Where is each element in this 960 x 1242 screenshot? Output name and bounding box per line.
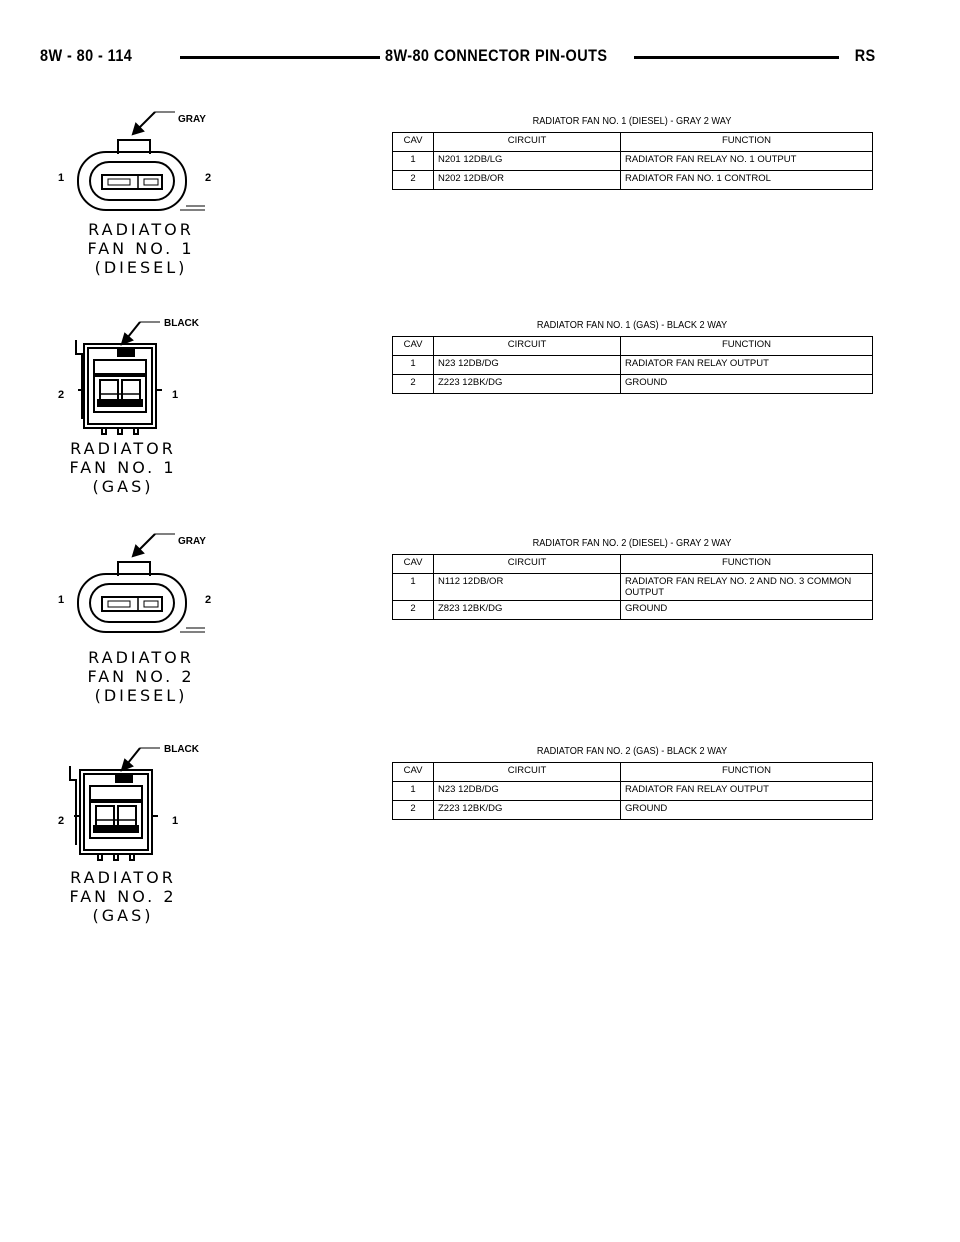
cell-circuit: N112 12DB/OR xyxy=(434,574,621,601)
cell-cav: 1 xyxy=(393,782,434,801)
cell-circuit: Z223 12BK/DG xyxy=(434,801,621,820)
col-header-cav: CAV xyxy=(393,555,434,574)
cell-circuit: Z223 12BK/DG xyxy=(434,375,621,394)
cell-circuit: N201 12DB/LG xyxy=(434,152,621,171)
cell-cav: 2 xyxy=(393,171,434,190)
col-header-circuit: CIRCUIT xyxy=(434,133,621,152)
col-header-function: FUNCTION xyxy=(621,133,873,152)
connector-color-tag: GRAY xyxy=(178,536,206,547)
cell-function: GROUND xyxy=(621,375,873,394)
table-header-row xyxy=(393,555,873,574)
cell-cav: 1 xyxy=(393,152,434,171)
pin-label-right: 2 xyxy=(205,172,212,184)
pin-label-right: 1 xyxy=(172,389,179,401)
cell-function: RADIATOR FAN RELAY OUTPUT xyxy=(621,782,873,801)
connector-color-tag: BLACK xyxy=(164,318,199,329)
cell-function: RADIATOR FAN RELAY OUTPUT xyxy=(621,356,873,375)
pinout-table xyxy=(392,554,873,620)
pinout-table xyxy=(392,336,873,394)
col-header-cav: CAV xyxy=(393,763,434,782)
pin-label-left: 2 xyxy=(58,815,65,827)
table-row xyxy=(393,801,873,820)
table-title: RADIATOR FAN NO. 1 (DIESEL) - GRAY 2 WAY xyxy=(532,116,732,127)
table-header-row xyxy=(393,337,873,356)
table-row xyxy=(393,375,873,394)
table-row xyxy=(393,171,873,190)
header-rule-left xyxy=(180,56,380,59)
cell-circuit: Z823 12BK/DG xyxy=(434,601,621,620)
table-row xyxy=(393,782,873,801)
section-code: RS xyxy=(855,46,876,65)
col-header-circuit: CIRCUIT xyxy=(434,763,621,782)
pin-label-right: 1 xyxy=(172,815,179,827)
cell-cav: 1 xyxy=(393,574,434,601)
col-header-function: FUNCTION xyxy=(621,337,873,356)
cell-circuit: N23 12DB/DG xyxy=(434,356,621,375)
cell-cav: 2 xyxy=(393,601,434,620)
col-header-cav: CAV xyxy=(393,337,434,356)
page-header xyxy=(0,0,960,80)
connector-name-label: RADIATOR FAN NO. 1 (DIESEL) xyxy=(87,220,195,277)
col-header-circuit: CIRCUIT xyxy=(434,337,621,356)
connector-name-label: RADIATOR FAN NO. 2 (DIESEL) xyxy=(87,648,195,705)
table-row xyxy=(393,356,873,375)
table-header-row xyxy=(393,763,873,782)
cell-function: RADIATOR FAN NO. 1 CONTROL xyxy=(621,171,873,190)
connector-diagram-gray-1 xyxy=(40,110,240,290)
page-number: 8W - 80 - 114 xyxy=(40,46,133,65)
col-header-function: FUNCTION xyxy=(621,763,873,782)
pin-label-left: 2 xyxy=(58,389,65,401)
cell-cav: 1 xyxy=(393,356,434,375)
pin-label-left: 1 xyxy=(58,172,65,184)
table-title: RADIATOR FAN NO. 2 (DIESEL) - GRAY 2 WAY xyxy=(532,538,732,549)
cell-function: GROUND xyxy=(621,601,873,620)
page-title: 8W-80 CONNECTOR PIN-OUTS xyxy=(385,46,608,65)
cell-cav: 2 xyxy=(393,375,434,394)
connector-diagram-black-1 xyxy=(40,314,240,494)
table-row xyxy=(393,574,873,601)
connector-color-tag: GRAY xyxy=(178,114,206,125)
pin-label-right: 2 xyxy=(205,594,212,606)
cell-function: GROUND xyxy=(621,801,873,820)
cell-circuit: N23 12DB/DG xyxy=(434,782,621,801)
table-row xyxy=(393,601,873,620)
cell-circuit: N202 12DB/OR xyxy=(434,171,621,190)
pinout-table xyxy=(392,762,873,820)
cell-function: RADIATOR FAN RELAY NO. 2 AND NO. 3 COMMON OUTPUT xyxy=(621,574,873,601)
col-header-cav: CAV xyxy=(393,133,434,152)
connector-name-label: RADIATOR FAN NO. 2 (GAS) xyxy=(69,868,177,925)
cell-cav: 2 xyxy=(393,801,434,820)
col-header-circuit: CIRCUIT xyxy=(434,555,621,574)
connector-color-tag: BLACK xyxy=(164,744,199,755)
pin-label-left: 1 xyxy=(58,594,65,606)
pinout-table xyxy=(392,132,873,190)
connector-name-label: RADIATOR FAN NO. 1 (GAS) xyxy=(69,439,177,496)
table-row xyxy=(393,152,873,171)
table-title: RADIATOR FAN NO. 1 (GAS) - BLACK 2 WAY xyxy=(536,320,728,331)
cell-function: RADIATOR FAN RELAY NO. 1 OUTPUT xyxy=(621,152,873,171)
connector-diagram-black-2 xyxy=(40,740,240,925)
table-header-row xyxy=(393,133,873,152)
col-header-function: FUNCTION xyxy=(621,555,873,574)
header-rule-right xyxy=(634,56,839,59)
table-title: RADIATOR FAN NO. 2 (GAS) - BLACK 2 WAY xyxy=(536,746,728,757)
connector-diagram-gray-2 xyxy=(40,532,240,712)
